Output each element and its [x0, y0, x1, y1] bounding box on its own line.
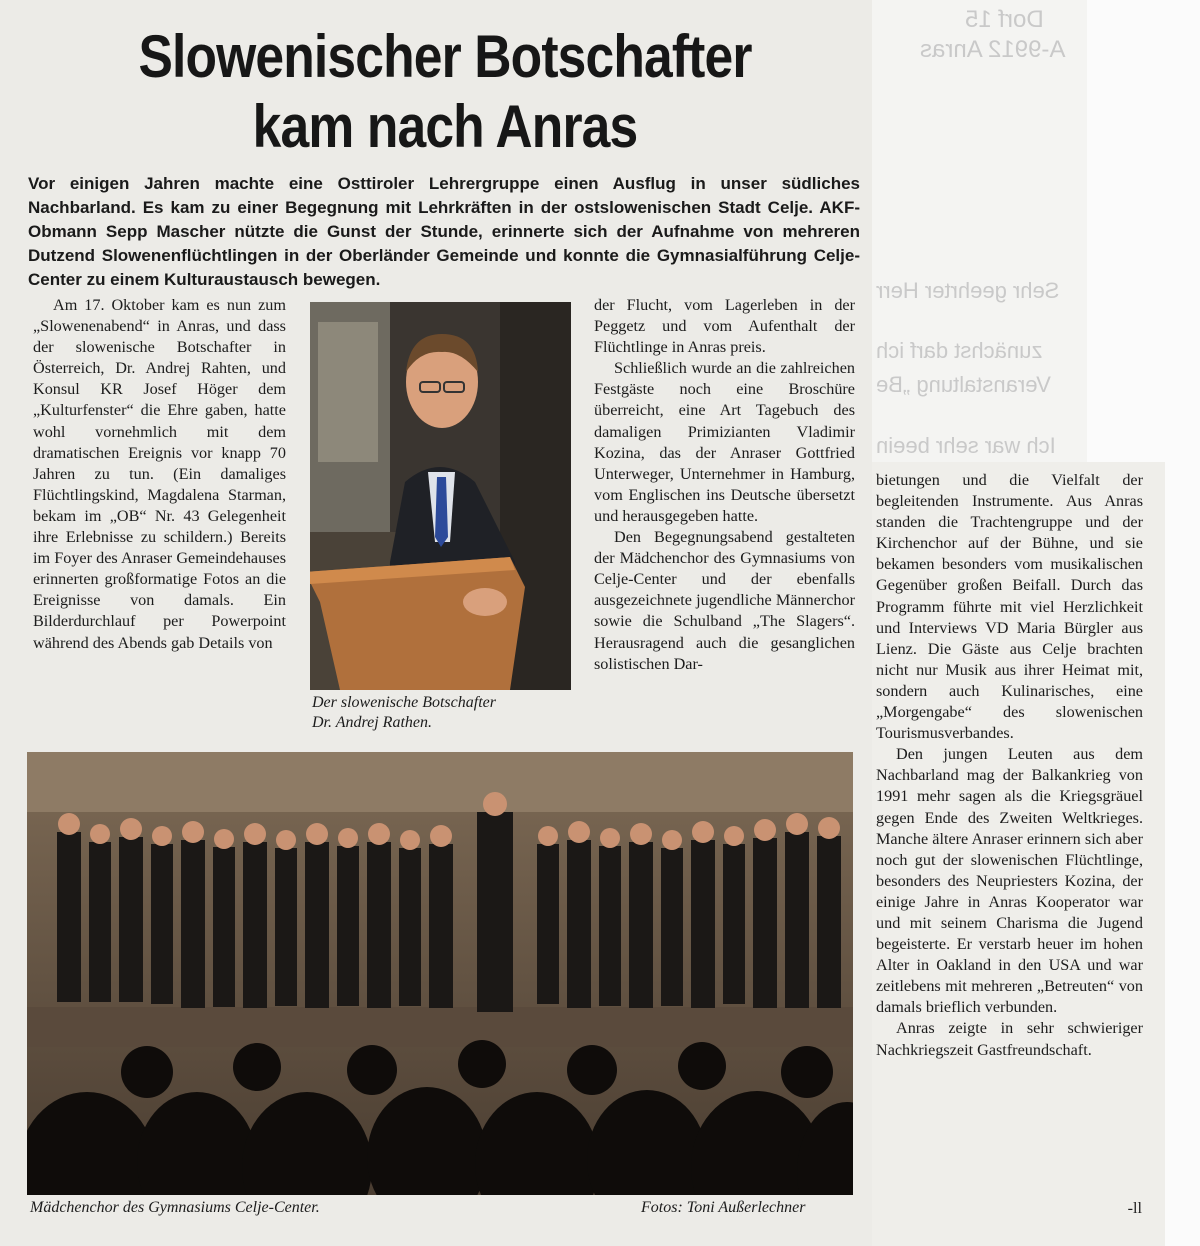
- bg-line-c: Ich war sehr beein: [876, 433, 1056, 458]
- column-4-paragraph-2: Den jungen Leuten aus dem Nachbarland mag der Balkankrieg von 1991 mehr sagen als die Kriegsgräuel gegen Ende des Zweiten Weltkrieges. Manche ältere Anraser erinnern sich aber noch gut der slowenischen Flüchtlinge, besonders des Neupriesters Kozina, der einige Jahre in Anras Kooperator war und mit seinem Charisma die Jugend begeisterte. Er verstarb heuer im hohen Alter in Oakland in den USA und war zeitlebens mit mehreren „Betreuten“ von damals brieflich verbunden.: [876, 745, 1143, 1017]
- bg-salutation: Sehr geehrter Herr: [876, 278, 1060, 303]
- column-4-paragraph-3: Anras zeigte in sehr schwieriger Nachkriegszeit Gastfreundschaft.: [876, 1019, 1143, 1059]
- ambassador-photo-illustration: [310, 302, 571, 690]
- column-4-paragraph-1: bietungen und die Vielfalt der begleitenden Instrumente. Aus Anras standen die Trachtengruppe und der Kirchenchor auf der Bühne, und sie bekamen besonders vom musikalischen Gegenüber großen Beifall. Durch das Programm führte mit viel Herzlichkeit und Interviews VD Maria Bürgler aus Lienz. Die Gäste aus Celje brachten nicht nur Musik aus ihrer Heimat mit, sondern auch Kulinarisches, eine „Morgengabe“ des slowenischen Tourismusverbandes.: [876, 471, 1143, 743]
- article-column-4: [876, 470, 1143, 1061]
- article-lead: Vor einigen Jahren machte eine Osttiroler Lehrergruppe einen Ausflug in unser südliches Nachbarland. Es kam zu einer Begegnung mit Lehrkräften in der ostslowenischen Stadt Celje. AKF-Obmann Sepp Mascher nützte die Gunst der Stunde, erinnerte sich der Aufnahme von mehreren Dutzend Slowenenflüchtlingen in der Oberländer Gemeinde und konnte die Gymnasialführung Celje- Center zu einem Kulturaustausch bewegen.: [28, 174, 860, 289]
- author-signature: -ll: [1127, 1199, 1142, 1217]
- photo-credit: Fotos: Toni Außerlechner: [641, 1199, 806, 1216]
- article-column-3: [594, 295, 855, 675]
- bg-address-line1: Dorf 15: [965, 6, 1044, 33]
- article-column-1: [33, 295, 286, 654]
- bg-line-a: zunächst darf ich: [876, 338, 1043, 363]
- choir-photo-illustration: [27, 752, 853, 1195]
- bg-line-b: Veranstaltung „Be: [876, 372, 1051, 397]
- column-1-paragraph: Am 17. Oktober kam es nun zum „Slowenenabend“ in Anras, und dass der slowenische Botschafter in Österreich, Dr. Andrej Rahten, und Konsul KR Josef Höger dem „Kulturfenster“ die Ehre gaben, hatte wohl vornehmlich mit dem dramatischen Ereignis vor knapp 70 Jahren zu tun. (Ein damaliges Flüchtlingskind, Magdalena Starman, bekam im „OB“ Nr. 43 Gelegenheit ihre Erlebnisse zu schildern.) Bereits im Foyer des Anraser Gemeindehauses erinnerten großformatige Fotos an die Ereignisse von damals. Ein Bilderdurchlauf per Powerpoint während des Abends gab Details von: [33, 296, 286, 652]
- photo-ambassador-caption: [312, 693, 496, 733]
- caption-line-2: Dr. Andrej Rathen.: [312, 714, 432, 731]
- bg-address-line2: A-9912 Anras: [920, 36, 1066, 63]
- column-3-paragraph-1: der Flucht, vom Lagerleben in der Peggetz und vom Aufenthalt der Flüchtlinge in Anras preis.: [594, 296, 855, 357]
- article-headline: [80, 22, 811, 162]
- column-3-paragraph-2: Schließlich wurde an die zahlreichen Festgäste noch eine Broschüre überreicht, eine Art Tagebuch des damaligen Primizianten Vladimir Kozina, das der Anraser Gottfried Unterweger, Unternehmer in Hamburg, vom Englischen ins Deutsche übersetzt und herausgegeben hatte.: [594, 359, 855, 525]
- column-3-paragraph-3: Den Begegnungsabend gestalteten der Mädchenchor des Gymnasiums von Celje-Center und der ebenfalls ausgezeichnete jugendliche Männerchor sowie die Schulband „The Slagers“. Herausragend auch die gesanglichen solistischen Dar-: [594, 528, 855, 673]
- photo-ambassador: [310, 302, 571, 690]
- photo-choir-caption: Mädchenchor des Gymnasiums Celje-Center.: [30, 1199, 320, 1216]
- headline-line-1: Slowenischer Botschafter: [138, 23, 752, 90]
- caption-line-1: Der slowenische Botschafter: [312, 694, 496, 711]
- photo-girls-choir: [27, 752, 853, 1195]
- headline-line-2: kam nach Anras: [252, 93, 638, 160]
